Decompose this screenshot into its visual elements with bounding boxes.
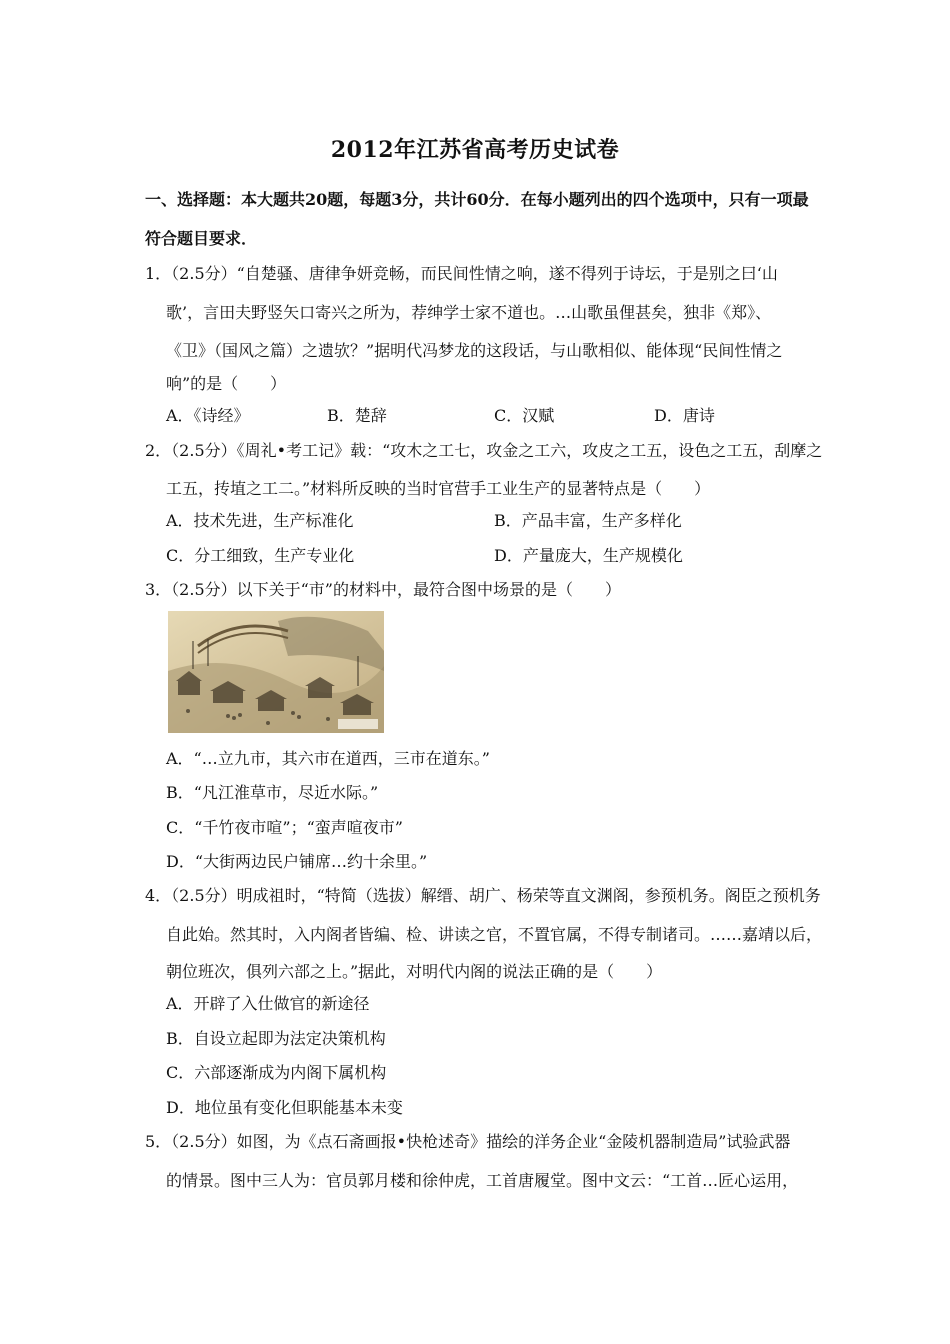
question-4-option-b[interactable]: B．自设立起即为法定决策机构 — [166, 1029, 386, 1048]
question-2-stem: 工五，抟埴之工二。”材料所反映的当时官营手工业生产的显著特点是（ ） — [166, 479, 711, 498]
question-2-option-a[interactable]: A．技术先进，生产标准化 — [166, 511, 354, 530]
question-2-option-b[interactable]: B．产品丰富，生产多样化 — [494, 511, 682, 530]
question-3-stem: 3．（2.5分）以下关于“市”的材料中，最符合图中场景的是（ ） — [145, 580, 621, 599]
question-1-option-a[interactable]: A．《诗经》 — [166, 406, 250, 425]
question-1-stem: 《卫》（国风之篇）之遗欤？”据明代冯梦龙的这段话，与山歌相似、能体现“民间性情之 — [166, 341, 783, 360]
question-1-option-d[interactable]: D．唐诗 — [654, 406, 715, 425]
question-3-option-c[interactable]: C．“千竹夜市喧”；“蛮声喧夜市” — [166, 818, 403, 837]
question-4-stem: 朝位班次，俱列六部之上。”据此，对明代内阁的说法正确的是（ ） — [166, 962, 663, 981]
market-painting-image — [168, 611, 384, 733]
question-5-stem: 5．（2.5分）如图，为《点石斋画报•快枪述奇》描绘的洋务企业“金陵机器制造局”试验武器 — [145, 1132, 791, 1151]
question-1-stem: 歌’，言田夫野竖矢口寄兴之所为，荐绅学士家不道也。…山歌虽俚甚矣，独非《郑》、 — [166, 303, 772, 322]
question-1-stem: 响”的是（ ） — [166, 374, 287, 393]
question-4-option-a[interactable]: A．开辟了入仕做官的新途径 — [166, 994, 370, 1013]
question-4-stem: 4．（2.5分）明成祖时，“特简（选拔）解缙、胡广、杨荣等直文渊阁，参预机务。阁臣之预机务 — [145, 886, 821, 905]
question-2-option-d[interactable]: D．产量庞大，生产规模化 — [494, 546, 683, 565]
question-1-option-c[interactable]: C．汉赋 — [494, 406, 555, 425]
question-1-stem: 1．（2.5分）“自楚骚、唐律争妍竞畅，而民间性情之响，遂不得列于诗坛，于是别之曰‘山 — [145, 264, 778, 283]
question-3-option-d[interactable]: D．“大街两边民户铺席…约十余里。” — [166, 852, 428, 871]
question-2-stem: 2．（2.5分）《周礼•考工记》载：“攻木之工七，攻金之工六，攻皮之工五，设色之工五，刮摩之 — [145, 441, 823, 460]
question-4-option-d[interactable]: D．地位虽有变化但职能基本未变 — [166, 1098, 403, 1117]
question-3-option-a[interactable]: A．“…立九市，其六市在道西，三市在道东。” — [166, 749, 490, 768]
question-4-option-c[interactable]: C．六部逐渐成为内阁下属机构 — [166, 1063, 387, 1082]
question-1-option-b[interactable]: B．楚辞 — [327, 406, 387, 425]
section-heading: 一、选择题：本大题共20题，每题3分，共计60分．在每小题列出的四个选项中，只有一项最 — [145, 190, 809, 209]
question-5-stem: 的情景。图中三人为：官员郭月楼和徐仲虎，工首唐履堂。图中文云：“工首…匠心运用， — [166, 1171, 799, 1190]
page-title: 2012年江苏省高考历史试卷 — [330, 137, 620, 163]
question-2-option-c[interactable]: C．分工细致，生产专业化 — [166, 546, 355, 565]
section-heading-cont: 符合题目要求． — [145, 229, 258, 248]
question-3-option-b[interactable]: B．“凡江淮草市，尽近水际。” — [166, 783, 379, 802]
question-4-stem: 自此始。然其时，入内阁者皆编、检、讲读之官，不置官属，不得专制诸司。……嘉靖以后， — [166, 925, 823, 944]
